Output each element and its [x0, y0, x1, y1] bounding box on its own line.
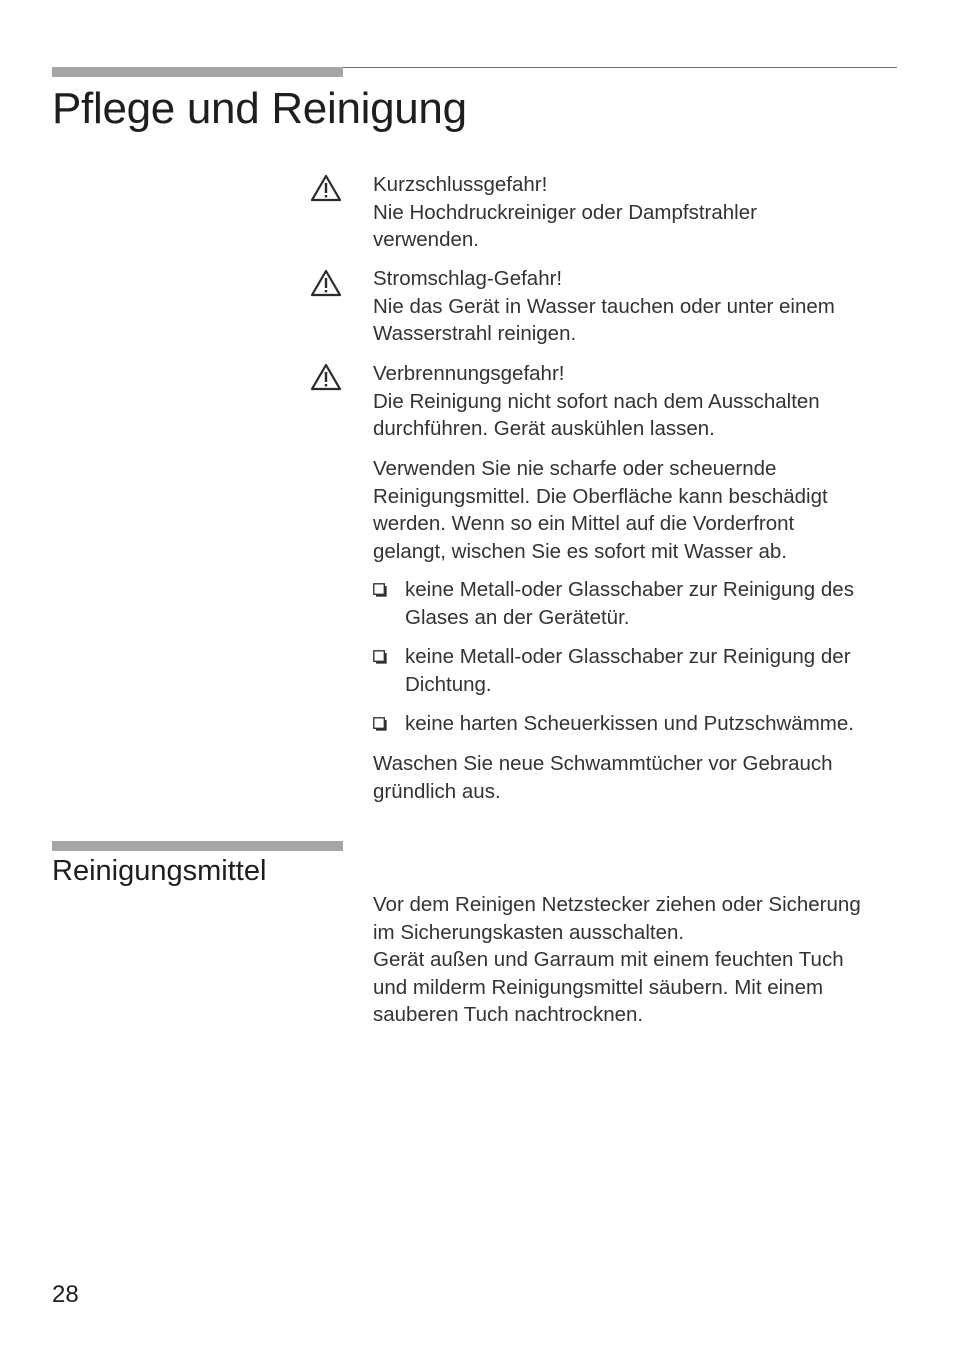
intro-paragraph: [373, 455, 913, 565]
paragraph-line: Verwenden Sie nie scharfe oder scheuernde: [373, 457, 777, 480]
paragraph-line: gelangt, wischen Sie es sofort mit Wasser ab.: [373, 539, 787, 563]
paragraph-line: Vor dem Reinigen Netzstecker ziehen oder Sicherung: [373, 893, 861, 916]
checkbox-icon: [373, 583, 387, 597]
warning-heading: Stromschlag-Gefahr!: [373, 267, 563, 290]
section-title: Reinigungsmittel: [52, 855, 267, 887]
warning-text-line: Die Reinigung nicht sofort nach dem Ausschalten: [373, 389, 820, 413]
paragraph-line: sauberen Tuch nachtrocknen.: [373, 1003, 644, 1026]
warning-triangle-icon: [310, 173, 342, 203]
warning-text-line: Nie Hochdruckreiniger oder Dampfstrahler: [373, 200, 757, 224]
paragraph-line: gründlich aus.: [373, 779, 501, 803]
page-number: 28: [52, 1281, 79, 1308]
paragraph-line: und milderm Reinigungsmittel säubern. Mit einem: [373, 975, 824, 999]
warning-triangle-icon: [310, 362, 342, 392]
checklist-line: Glases an der Gerätetür.: [405, 605, 630, 629]
checklist-line: keine Metall-oder Glasschaber zur Reinigung der: [405, 645, 851, 668]
warning-triangle-icon: [310, 268, 342, 298]
warning-heading: Kurzschlussgefahr!: [373, 173, 548, 196]
checklist-line: keine harten Scheuerkissen und Putzschwämme.: [405, 712, 854, 735]
paragraph-line: Waschen Sie neue Schwammtücher vor Gebrauch: [373, 752, 833, 775]
warning-text-line: Wasserstrahl reinigen.: [373, 322, 577, 345]
warning-text-line: verwenden.: [373, 228, 479, 251]
paragraph-line: im Sicherungskasten ausschalten.: [373, 920, 685, 944]
checklist-line: Dichtung.: [405, 672, 492, 696]
checklist-item: [405, 576, 854, 631]
header-rule-thin: [343, 67, 897, 68]
warning-text-line: Nie das Gerät in Wasser tauchen oder unter einem: [373, 294, 835, 318]
warning-text-line: durchführen. Gerät auskühlen lassen.: [373, 417, 715, 440]
warning-electric-shock: [373, 265, 913, 348]
page-title: Pflege und Reinigung: [52, 84, 467, 133]
checklist-item: [405, 710, 854, 738]
paragraph-line: Reinigungsmittel. Die Oberfläche kann beschädigt: [373, 484, 828, 508]
checkbox-icon: [373, 650, 387, 664]
warning-burn: [373, 360, 913, 443]
checklist-line: keine Metall-oder Glasschaber zur Reinigung des: [405, 578, 854, 601]
section-paragraph: [373, 891, 913, 1029]
paragraph-line: Gerät außen und Garraum mit einem feuchten Tuch: [373, 948, 844, 971]
closing-paragraph: [373, 750, 913, 805]
checkbox-icon: [373, 717, 387, 731]
header-rule-thick: [52, 67, 343, 77]
checklist-item: [405, 643, 851, 698]
paragraph-line: werden. Wenn so ein Mittel auf die Vorderfront: [373, 512, 795, 535]
warning-heading: Verbrennungsgefahr!: [373, 362, 565, 385]
warning-short-circuit: [373, 171, 913, 254]
section-rule: [52, 841, 343, 851]
